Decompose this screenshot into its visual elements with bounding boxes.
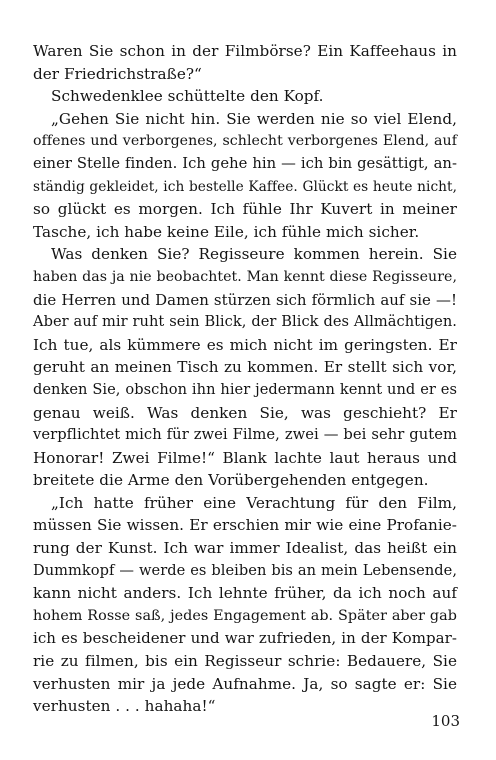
text-line: hohem Rosse saß, jedes Engagement ab. Später aber gab xyxy=(33,607,457,624)
text-line: rung der Kunst. Ich war immer Idealist, das heißt ein xyxy=(33,539,457,558)
text-line: Aber auf mir ruht sein Blick, der Blick des Allmächtigen. xyxy=(33,313,457,331)
text-line: Dummkopf — werde es bleiben bis an mein Lebensende, xyxy=(33,561,457,579)
page-number: 103 xyxy=(431,712,460,730)
text-line: Waren Sie schon in der Filmbörse? Ein Kaffeehaus in xyxy=(33,42,457,60)
text-line: ständig gekleidet, ich bestelle Kaffee. Glückt es heute nicht, xyxy=(33,178,457,195)
text-line: die Herren und Damen stürzen sich förmlich auf sie —! xyxy=(33,290,457,309)
text-line: offenes und verborgenes, schlecht verborgenes Elend, auf xyxy=(33,133,457,150)
text-line: müssen Sie wissen. Er erschien mir wie eine Profanie- xyxy=(33,516,457,535)
text-line: denken Sie, obschon ihn hier jedermann kennt und er es xyxy=(33,380,457,398)
text-line: Tasche, ich habe keine Eile, ich fühle mich sicher. xyxy=(33,222,420,241)
text-line: Ich tue, als kümmere es mich nicht im geringsten. Er xyxy=(33,335,457,354)
body-text xyxy=(33,40,457,718)
text-line: kann nicht anders. Ich lehnte früher, da ich noch auf xyxy=(33,584,457,603)
text-line: rie zu filmen, bis ein Regisseur schrie: Bedauere, Sie xyxy=(33,652,457,671)
text-line: breitete die Arme den Vorübergehenden entgegen. xyxy=(33,471,429,490)
text-line: verpflichtet mich für zwei Filme, zwei — bei sehr gutem xyxy=(33,426,457,444)
text-line: der Friedrichstraße?“ xyxy=(33,64,202,83)
text-line: einer Stelle finden. Ich gehe hin — ich bin gesättigt, an- xyxy=(33,154,457,172)
text-line: Was denken Sie? Regisseure kommen herein. Sie xyxy=(51,245,457,264)
text-line: verhusten . . . hahaha!“ xyxy=(33,697,216,716)
text-line: genau weiß. Was denken Sie, was geschieht? Er xyxy=(33,403,457,422)
text-line: Honorar! Zwei Filme!“ Blank lachte laut heraus und xyxy=(33,448,457,467)
text-line: „Gehen Sie nicht hin. Sie werden nie so viel Elend, xyxy=(51,109,457,128)
text-line: verhusten mir ja jede Aufnahme. Ja, so sagte er: Sie xyxy=(33,674,457,693)
text-line: Schwedenklee schüttelte den Kopf. xyxy=(51,87,324,106)
text-line: geruht an meinen Tisch zu kommen. Er stellt sich vor, xyxy=(33,358,457,377)
text-line: so glückt es morgen. Ich fühle Ihr Kuvert in meiner xyxy=(33,200,457,219)
text-line: „Ich hatte früher eine Verachtung für den Film, xyxy=(51,493,457,512)
text-line: haben das ja nie beobachtet. Man kennt diese Regisseure, xyxy=(33,268,457,285)
text-line: ich es bescheidener und war zufrieden, in der Kompar- xyxy=(33,629,457,648)
